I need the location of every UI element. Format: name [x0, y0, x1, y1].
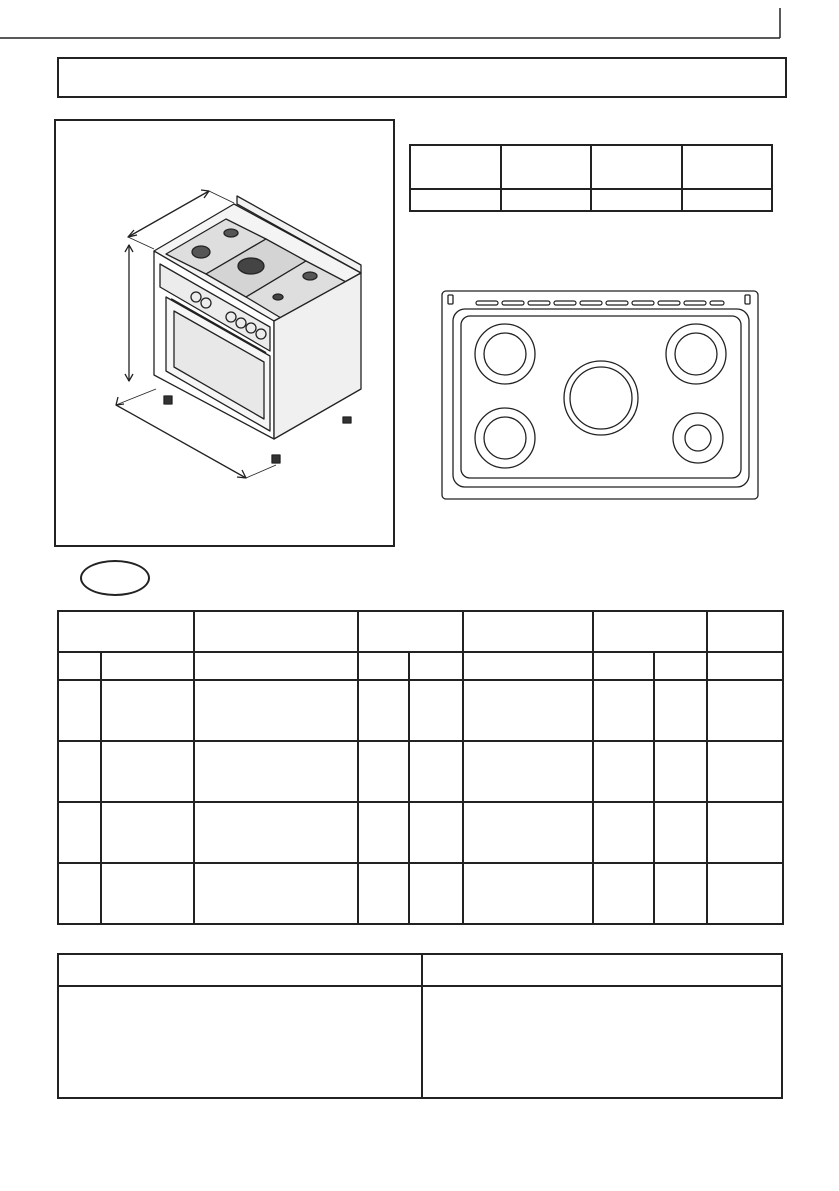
dimensions-value-cell [501, 189, 592, 211]
cut-line-marks [0, 0, 839, 60]
table-header-group [707, 611, 783, 652]
table-cell [593, 863, 654, 924]
table-cell [654, 680, 707, 741]
table-cell [409, 802, 463, 863]
table-header-group [358, 611, 463, 652]
table-cell [58, 863, 101, 924]
table-cell [707, 741, 783, 802]
table-cell [194, 741, 358, 802]
hob-top-view-diagram [440, 288, 762, 502]
table-cell [58, 802, 101, 863]
table-cell [58, 680, 101, 741]
table-cell [409, 863, 463, 924]
table-sub-header [194, 652, 358, 680]
appliance-illustration-frame [54, 119, 395, 547]
table-cell [654, 741, 707, 802]
table-cell [463, 680, 593, 741]
table-sub-header [409, 652, 463, 680]
dimensions-header-cell [682, 145, 773, 189]
dimensions-value-cell [682, 189, 773, 211]
table-cell [463, 741, 593, 802]
table-cell [194, 802, 358, 863]
dimensions-header-cell [591, 145, 682, 189]
table-sub-header [463, 652, 593, 680]
table-cell [707, 802, 783, 863]
dimensions-value-cell [410, 189, 501, 211]
table-cell [707, 680, 783, 741]
bottom-table-header [58, 954, 422, 986]
table-cell [101, 863, 194, 924]
bottom-table-cell [58, 986, 422, 1098]
table-cell [654, 802, 707, 863]
table-cell [593, 680, 654, 741]
table-cell [358, 680, 409, 741]
bottom-info-table [57, 953, 783, 1099]
region-badge [80, 560, 150, 596]
dimensions-header-cell [410, 145, 501, 189]
table-row [58, 863, 783, 924]
table-sub-header [101, 652, 194, 680]
table-cell [593, 802, 654, 863]
table-sub-header [654, 652, 707, 680]
dimensions-table [409, 144, 773, 212]
table-cell [194, 680, 358, 741]
burner-data-table [57, 610, 784, 925]
table-header-group [593, 611, 707, 652]
table-sub-header [593, 652, 654, 680]
table-header-group [194, 611, 358, 652]
table-header-group [58, 611, 194, 652]
table-row [58, 802, 783, 863]
table-row [58, 741, 783, 802]
table-cell [409, 741, 463, 802]
table-cell [463, 802, 593, 863]
table-cell [358, 863, 409, 924]
table-cell [463, 863, 593, 924]
table-header-group [463, 611, 593, 652]
table-cell [101, 741, 194, 802]
table-sub-header [358, 652, 409, 680]
bottom-table-header [422, 954, 782, 986]
table-cell [58, 741, 101, 802]
table-cell [707, 863, 783, 924]
table-cell [409, 680, 463, 741]
table-row [58, 680, 783, 741]
table-sub-header [58, 652, 101, 680]
table-cell [358, 741, 409, 802]
table-cell [358, 802, 409, 863]
bottom-table-cell [422, 986, 782, 1098]
table-sub-header [707, 652, 783, 680]
table-cell [593, 741, 654, 802]
title-box [57, 57, 787, 98]
table-cell [194, 863, 358, 924]
range-cooker-illustration [56, 121, 393, 545]
table-cell [654, 863, 707, 924]
table-cell [101, 802, 194, 863]
dimensions-value-cell [591, 189, 682, 211]
dimensions-header-cell [501, 145, 592, 189]
table-cell [101, 680, 194, 741]
